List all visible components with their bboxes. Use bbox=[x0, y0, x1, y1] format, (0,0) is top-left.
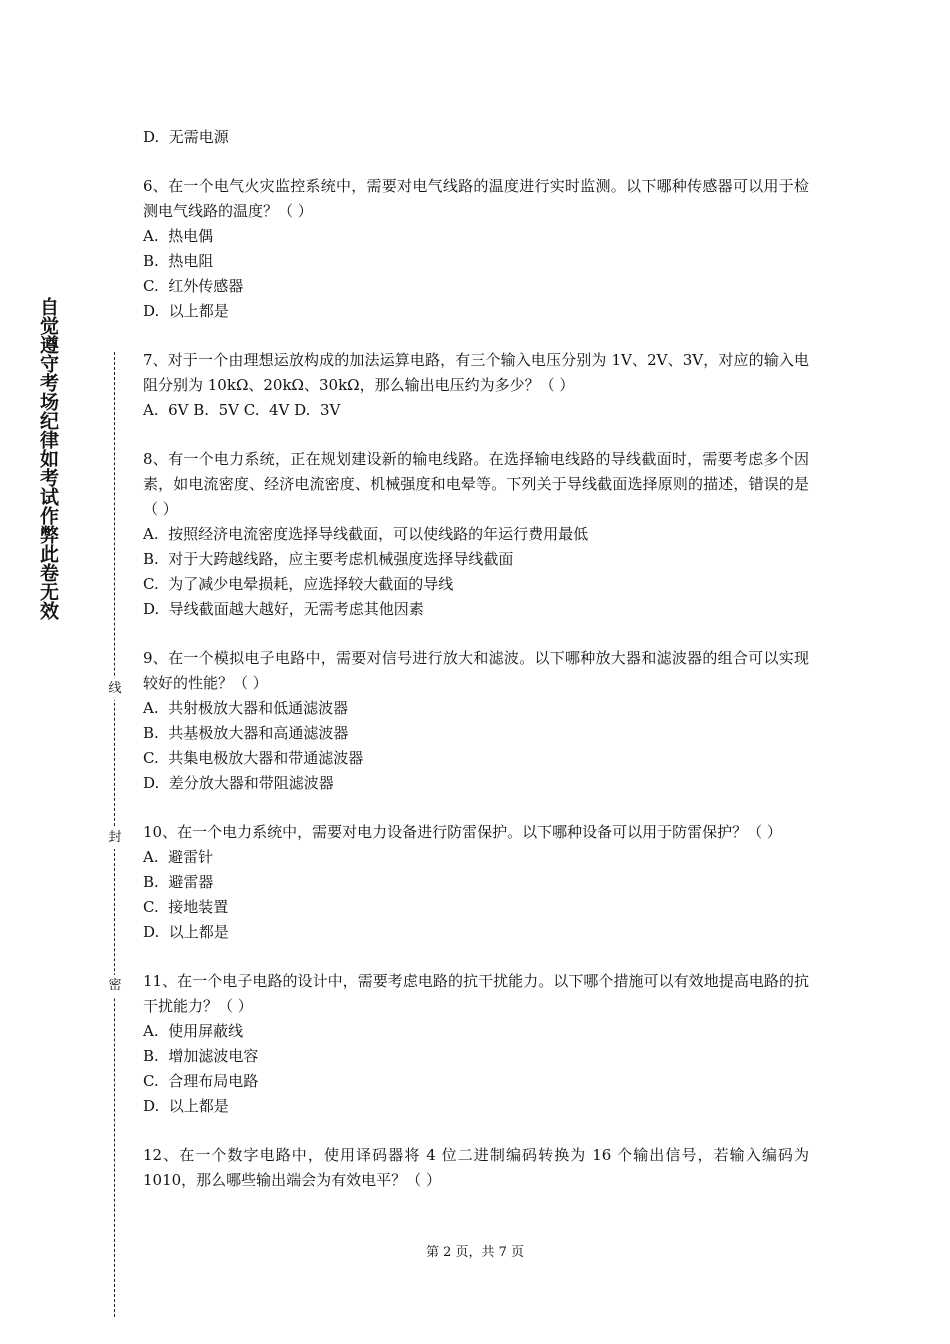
option-b: B. 共基极放大器和高通滤波器 bbox=[143, 724, 349, 742]
question-5-tail bbox=[143, 125, 809, 150]
option-b: B. 对于大跨越线路，应主要考虑机械强度选择导线截面 bbox=[143, 550, 514, 568]
question-text: 7、对于一个由理想运放构成的加法运算电路，有三个输入电压分别为 1V、2V、3V，对应的输入电阻分别为 10kΩ、20kΩ、30kΩ，那么输出电压约为多少？（ ） bbox=[143, 351, 809, 394]
option-d: D. 无需电源 bbox=[143, 128, 229, 146]
option-a: A. 避雷针 bbox=[143, 848, 214, 866]
option-c: C. 为了减少电晕损耗，应选择较大截面的导线 bbox=[143, 575, 454, 593]
question-text: 8、有一个电力系统，正在规划建设新的输电线路。在选择输电线路的导线截面时，需要考虑多个因素，如电流密度、经济电流密度、机械强度和电晕等。下列关于导线截面选择原则的描述，错误的是（ ） bbox=[143, 450, 809, 518]
question-10 bbox=[143, 820, 809, 945]
option-d: D. 差分放大器和带阻滤波器 bbox=[143, 774, 334, 792]
option-a: A. 热电偶 bbox=[143, 227, 214, 245]
option-c: C. 共集电极放大器和带通滤波器 bbox=[143, 749, 364, 767]
question-text: 6、在一个电气火灾监控系统中，需要对电气线路的温度进行实时监测。以下哪种传感器可以用于检测电气线路的温度？（ ） bbox=[143, 177, 809, 220]
cut-label-xian: 线 bbox=[107, 678, 123, 700]
option-a: A. 使用屏蔽线 bbox=[143, 1022, 244, 1040]
question-12 bbox=[143, 1143, 809, 1193]
exam-discipline-notice: 自觉遵守考场纪律如考试作弊此卷无效 bbox=[37, 297, 59, 620]
option-d: D. 以上都是 bbox=[143, 1097, 229, 1115]
option-c: C. 接地装置 bbox=[143, 898, 229, 916]
options-inline: A. 6V B. 5V C. 4V D. 3V bbox=[143, 401, 341, 419]
option-d: D. 以上都是 bbox=[143, 923, 229, 941]
option-c: C. 红外传感器 bbox=[143, 277, 244, 295]
question-8 bbox=[143, 447, 809, 622]
option-b: B. 避雷器 bbox=[143, 873, 214, 891]
option-d: D. 导线截面越大越好，无需考虑其他因素 bbox=[143, 600, 424, 618]
page-number: 第 2 页，共 7 页 bbox=[425, 1245, 525, 1260]
question-text: 9、在一个模拟电子电路中，需要对信号进行放大和滤波。以下哪种放大器和滤波器的组合可以实现较好的性能？（ ） bbox=[143, 649, 809, 692]
exam-content bbox=[143, 125, 809, 1193]
option-c: C. 合理布局电路 bbox=[143, 1072, 259, 1090]
option-b: B. 增加滤波电容 bbox=[143, 1047, 259, 1065]
option-d: D. 以上都是 bbox=[143, 302, 229, 320]
option-a: A. 按照经济电流密度选择导线截面，可以使线路的年运行费用最低 bbox=[143, 525, 589, 543]
question-text: 10、在一个电力系统中，需要对电力设备进行防雷保护。以下哪种设备可以用于防雷保护？（ ） bbox=[143, 823, 782, 841]
question-9 bbox=[143, 646, 809, 796]
question-6 bbox=[143, 174, 809, 324]
question-text: 12、在一个数字电路中，使用译码器将 4 位二进制编码转换为 16 个输出信号，若输入编码为 1010，那么哪些输出端会为有效电平？（ ） bbox=[143, 1146, 809, 1189]
option-a: A. 共射极放大器和低通滤波器 bbox=[143, 699, 349, 717]
cut-label-mi: 密 bbox=[107, 975, 123, 997]
option-b: B. 热电阻 bbox=[143, 252, 214, 270]
cut-label-feng: 封 bbox=[107, 827, 123, 849]
question-11 bbox=[143, 969, 809, 1119]
question-7 bbox=[143, 348, 809, 423]
question-text: 11、在一个电子电路的设计中，需要考虑电路的抗干扰能力。以下哪个措施可以有效地提高电路的抗干扰能力？（ ） bbox=[143, 972, 809, 1015]
